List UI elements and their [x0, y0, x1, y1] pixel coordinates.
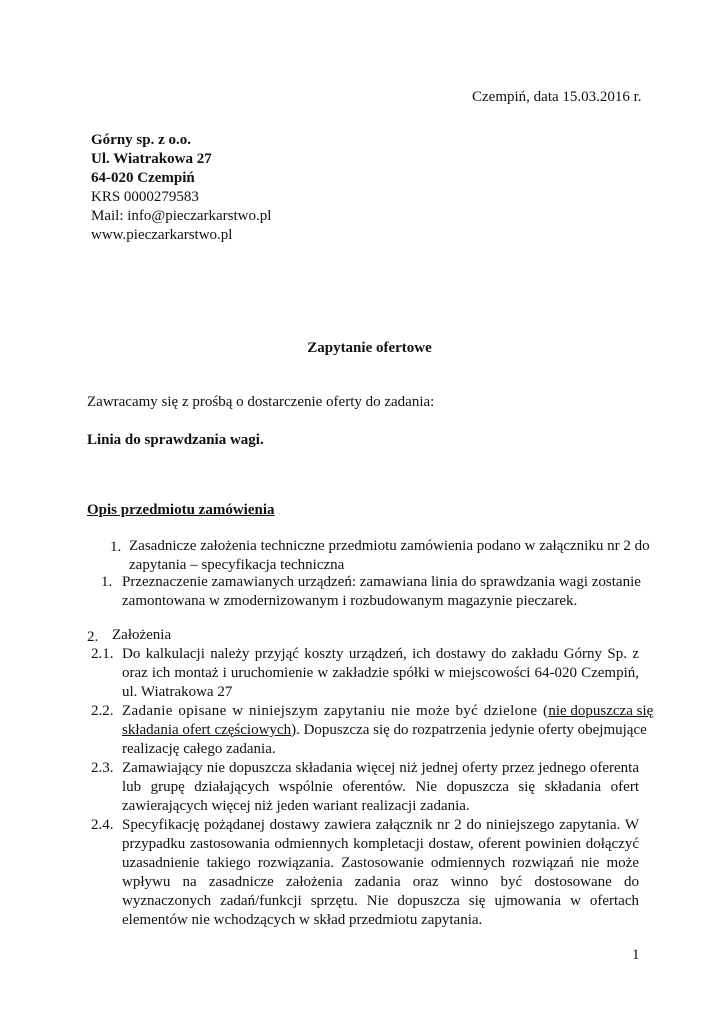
document-title: Zapytanie ofertowe [307, 340, 432, 356]
underlined-text: składania ofert częściowych [122, 722, 292, 738]
task-name: Linia do sprawdzania wagi. [87, 432, 264, 448]
list-item-text: Zasadnicze założenia techniczne przedmiotu zamówienia podano w załączniku nr 2 do [129, 538, 650, 554]
company-krs: KRS 0000279583 [91, 189, 199, 205]
sub-item-number: 2.4. [91, 817, 114, 833]
list-item-text: zapytania – specyfikacja techniczna [129, 557, 345, 573]
sub-item-text: elementów nie wchodzących w skład przedmiotu zapytania. [122, 912, 483, 928]
sub-item-text: oraz ich montaż i uruchomienie w zakładzie spółki w miejscowości 64-020 Czempiń, [122, 665, 639, 681]
list-item-number: 1. [110, 539, 122, 555]
sub-item-text: wyznaczonych zadań/funkcji sprzętu. Nie dopuszcza się ujmowania w ofertach [122, 893, 639, 909]
page-number: 1 [632, 947, 640, 963]
company-city: 64-020 Czempiń [91, 170, 195, 186]
sub-item-number: 2.2. [91, 703, 114, 719]
list-item-number: 2. [87, 629, 99, 645]
sub-item-text: ul. Wiatrakowa 27 [122, 684, 233, 700]
underlined-text: nie dopuszcza się [548, 703, 654, 719]
sub-item-text: realizację całego zadania. [122, 741, 276, 757]
sub-item-text: Zamawiający nie dopuszcza składania więcej niż jednej oferty przez jednego oferenta [122, 760, 639, 776]
sub-item-text: przypadku zastosowania odmiennych kompletacji dostaw, oferent powinien dołączyć [122, 836, 639, 852]
sub-item-text: Do kalkulacji należy przyjąć koszty urządzeń, ich dostawy do zakładu Górny Sp. z [122, 646, 639, 662]
intro-text: Zawracamy się z prośbą o dostarczenie oferty do zadania: [87, 394, 435, 410]
sub-item-text: zawierających więcej niż jeden wariant realizacji zadania. [122, 798, 470, 814]
sub-item-text: Zadanie opisane w niniejszym zapytaniu nie może być dzielone ( [122, 703, 549, 719]
sub-item-text: wpływu na zasadnicze założenia zadania oraz winno być dostosowane do [122, 874, 639, 890]
company-mail: Mail: info@pieczarkarstwo.pl [91, 208, 272, 224]
sub-item-number: 2.1. [91, 646, 114, 662]
list-item-text: zamontowana w zmodernizowanym i rozbudowanym magazynie pieczarek. [122, 593, 578, 609]
sub-item-text: uzasadnienie takiego rozwiązania. Zastosowanie odmiennych rozwiązań nie może [122, 855, 639, 871]
sub-item-line [122, 721, 647, 740]
place-date: Czempiń, data 15.03.2016 r. [472, 89, 642, 105]
sub-item-line [122, 702, 654, 721]
sub-item-text: lub grupę działających wspólnie oferentów. Nie dopuszcza się składania ofert [122, 779, 639, 795]
sub-item-text: Specyfikację pożądanej dostawy zawiera załącznik nr 2 do niniejszego zapytania. W [122, 817, 639, 833]
list-item-number: 1. [101, 574, 113, 590]
company-street: Ul. Wiatrakowa 27 [91, 151, 212, 167]
list-item-label: Założenia [112, 627, 172, 643]
section-heading: Opis przedmiotu zamówienia [87, 502, 275, 518]
list-item-text: Przeznaczenie zamawianych urządzeń: zamawiana linia do sprawdzania wagi zostanie [122, 574, 641, 590]
company-name: Górny sp. z o.o. [91, 132, 192, 148]
sub-item-number: 2.3. [91, 760, 114, 776]
company-www: www.pieczarkarstwo.pl [91, 227, 233, 243]
sub-item-text: ). Dopuszcza się do rozpatrzenia jedynie oferty obejmujące [291, 722, 647, 738]
